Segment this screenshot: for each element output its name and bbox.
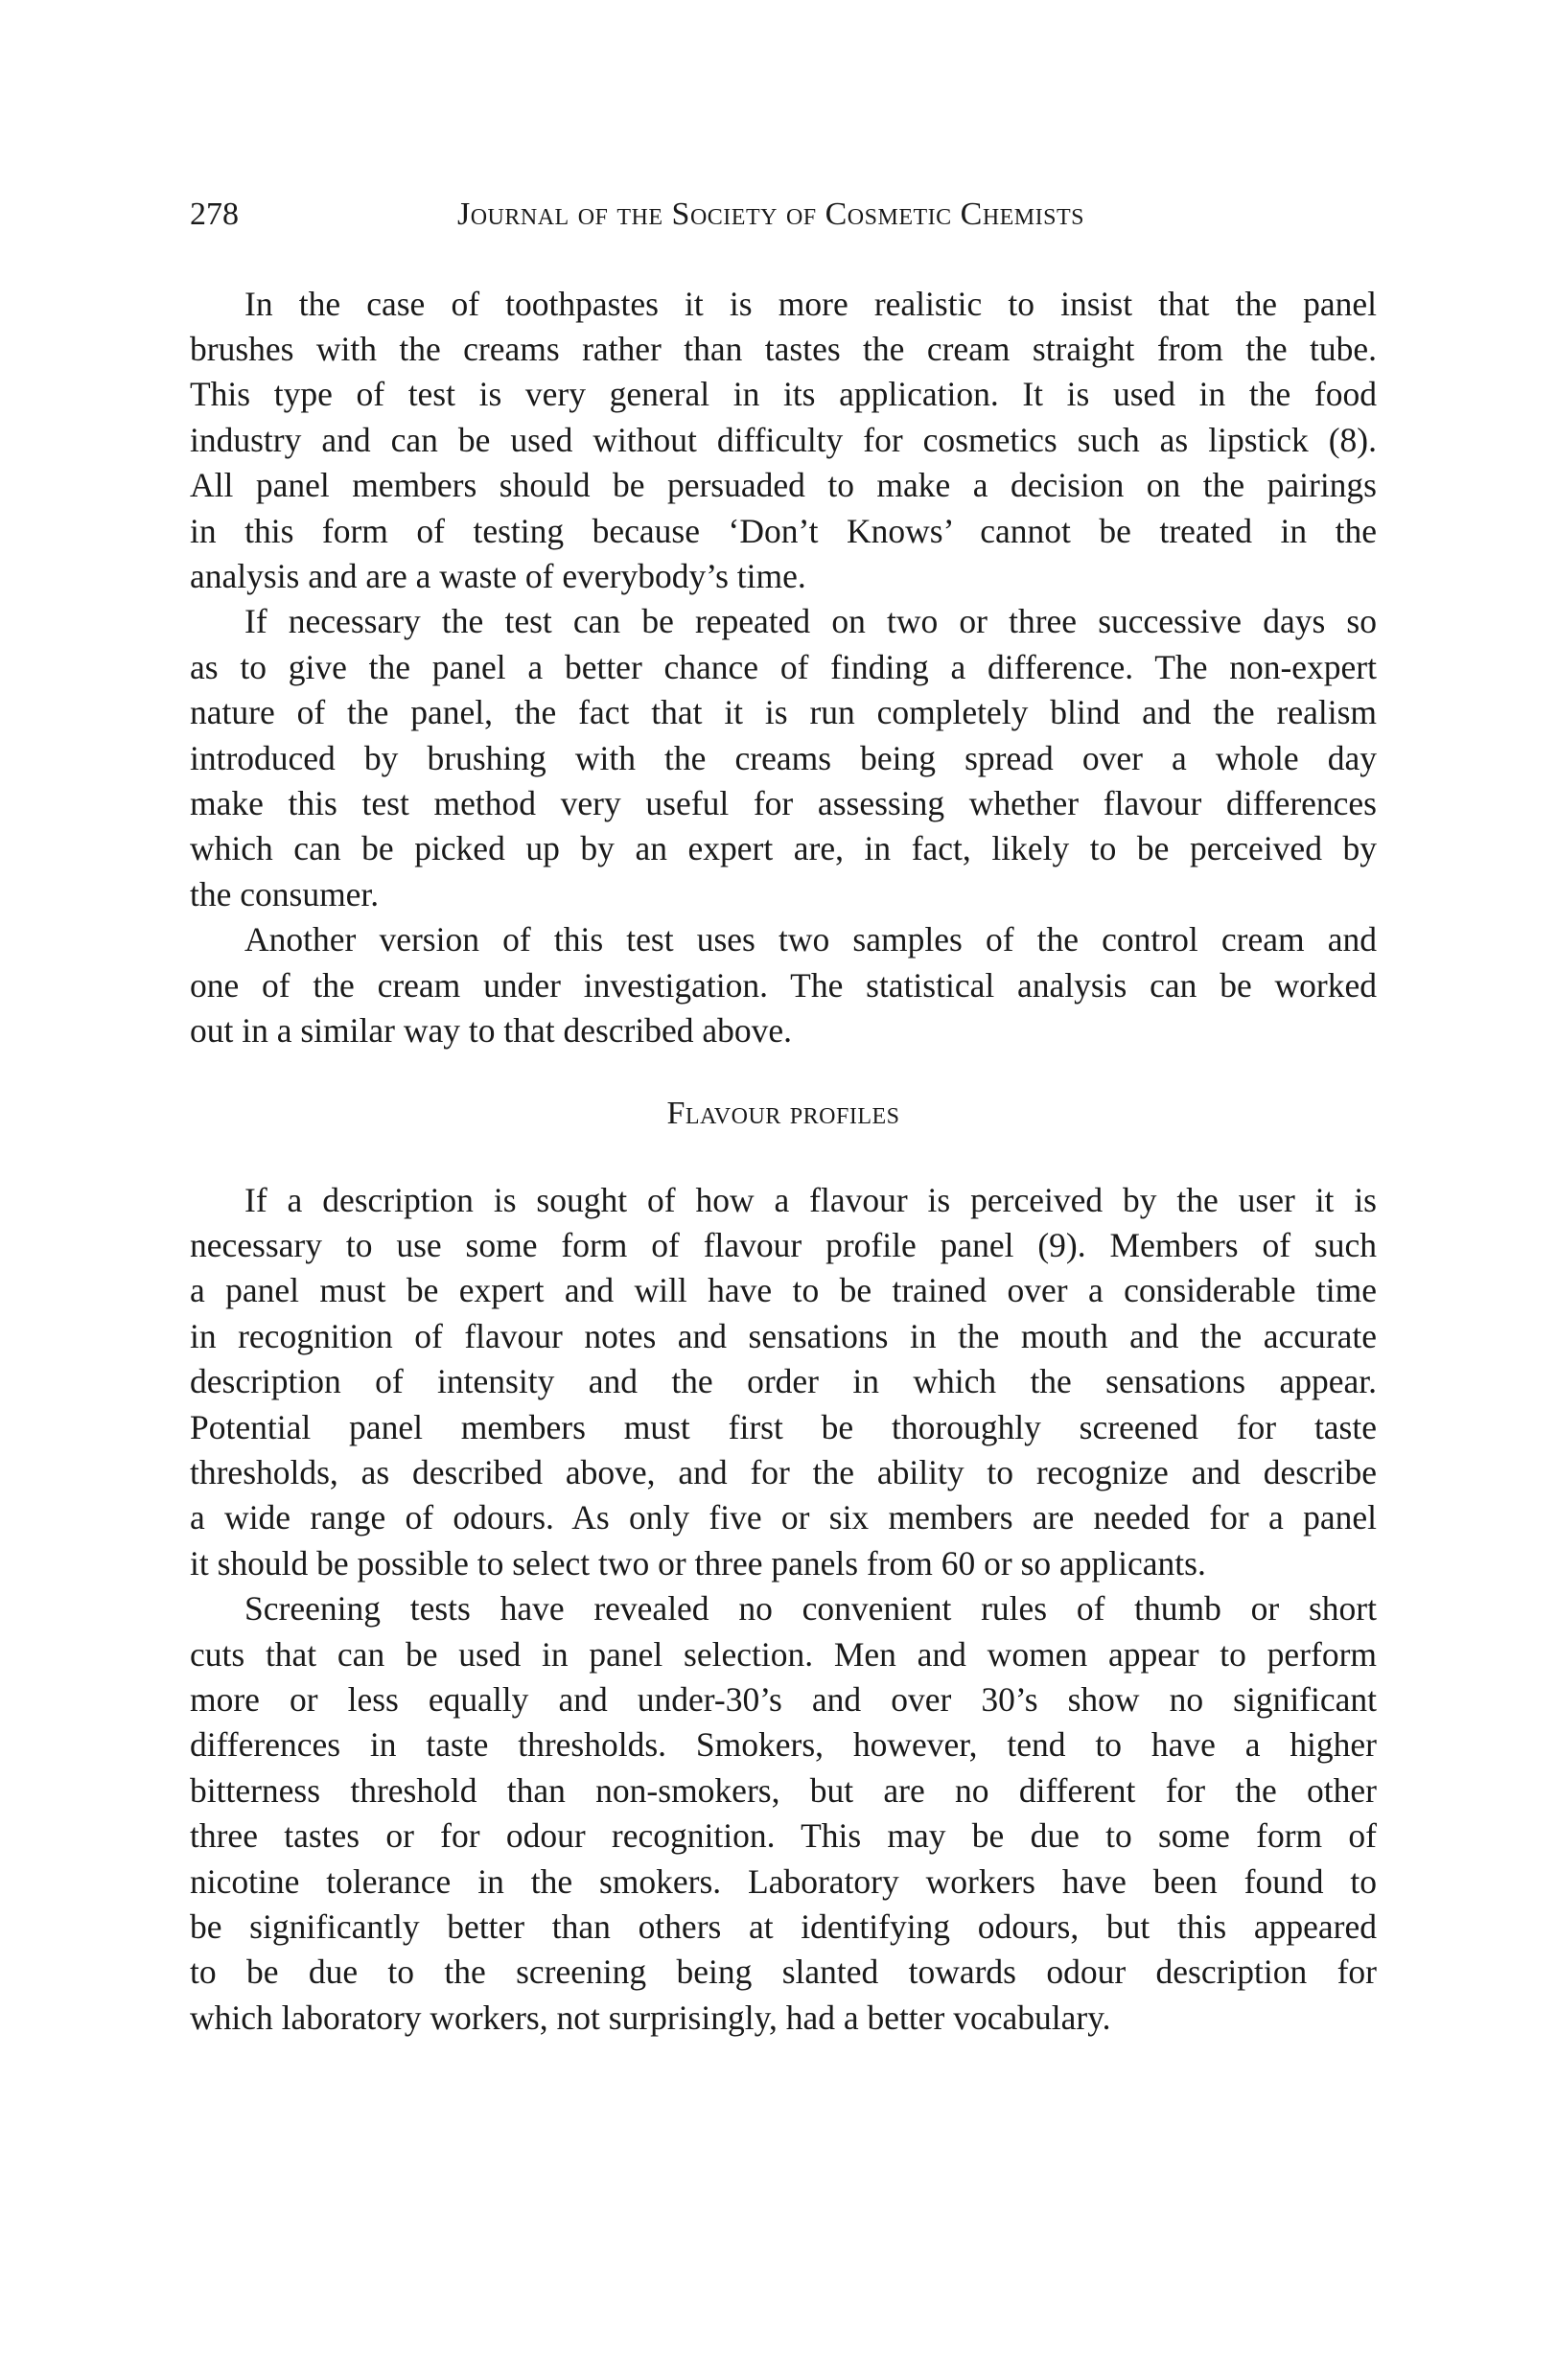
text-line: Potential panel members must first be thoroughly screened for taste — [190, 1407, 1377, 1446]
page-number: 278 — [190, 196, 239, 232]
text-line: In the case of toothpastes it is more realistic to insist that the panel — [244, 284, 1377, 323]
text-line: cuts that can be used in panel selection. Men and women appear to perform — [190, 1634, 1377, 1674]
text-line: thresholds, as described above, and for the ability to recognize and describe — [190, 1452, 1377, 1491]
text-line: nicotine tolerance in the smokers. Laboratory workers have been found to — [190, 1861, 1377, 1901]
text-line: differences in taste thresholds. Smokers, however, tend to have a higher — [190, 1725, 1377, 1765]
text-line: it should be possible to select two or three panels from 60 or so applicants. — [190, 1543, 1206, 1583]
text-line: to be due to the screening being slanted towards odour description for — [190, 1953, 1377, 1992]
text-line: as to give the panel a better chance of finding a difference. The non-expert — [190, 647, 1377, 686]
text-line: three tastes or for odour recognition. This may be due to some form of — [190, 1816, 1377, 1856]
text-line: make this test method very useful for assessing whether flavour differences — [190, 783, 1377, 822]
section-heading: Flavour profiles — [666, 1095, 900, 1131]
text-line: one of the cream under investigation. The statistical analysis can be worked — [190, 965, 1377, 1005]
text-line: which can be picked up by an expert are, in fact, likely to be perceived by — [190, 829, 1377, 868]
text-line: All panel members should be persuaded to make a decision on the pairings — [190, 466, 1377, 505]
text-line: analysis and are a waste of everybody’s time. — [190, 556, 806, 595]
text-line: which laboratory workers, not surprisingly, had a better vocabulary. — [190, 1998, 1111, 2037]
text-line: Another version of this test uses two samples of the control cream and — [244, 920, 1377, 959]
text-line: a panel must be expert and will have to be trained over a considerable time — [190, 1271, 1377, 1310]
text-line: out in a similar way to that described above. — [190, 1010, 792, 1050]
text-line: introduced by brushing with the creams being spread over a whole day — [190, 738, 1377, 777]
text-line: necessary to use some form of flavour profile panel (9). Members of such — [190, 1225, 1377, 1264]
text-line: a wide range of odours. As only five or six members are needed for a panel — [190, 1498, 1377, 1537]
text-line: brushes with the creams rather than tastes the cream straight from the tube. — [190, 329, 1377, 368]
text-line: in recognition of flavour notes and sensations in the mouth and the accurate — [190, 1316, 1377, 1355]
text-line: in this form of testing because ‘Don’t Knows’ cannot be treated in the — [190, 511, 1377, 550]
text-line: more or less equally and under-30’s and over 30’s show no significant — [190, 1679, 1377, 1719]
text-line: the consumer. — [190, 874, 380, 913]
text-line: nature of the panel, the fact that it is run completely blind and the realism — [190, 693, 1377, 732]
text-line: be significantly better than others at identifying odours, but this appeared — [190, 1906, 1377, 1946]
text-line: bitterness threshold than non-smokers, but are no different for the other — [190, 1770, 1377, 1810]
text-line: If a description is sought of how a flavour is perceived by the user it is — [244, 1180, 1377, 1219]
text-line: Screening tests have revealed no convenient rules of thumb or short — [244, 1589, 1377, 1629]
text-line: This type of test is very general in its application. It is used in the food — [190, 375, 1377, 414]
text-line: description of intensity and the order in which the sensations appear. — [190, 1362, 1377, 1401]
text-line: industry and can be used without difficulty for cosmetics such as lipstick (8). — [190, 420, 1377, 459]
running-header: Journal of the Society of Cosmetic Chemists — [456, 196, 1084, 232]
text-line: If necessary the test can be repeated on two or three successive days so — [244, 602, 1377, 641]
